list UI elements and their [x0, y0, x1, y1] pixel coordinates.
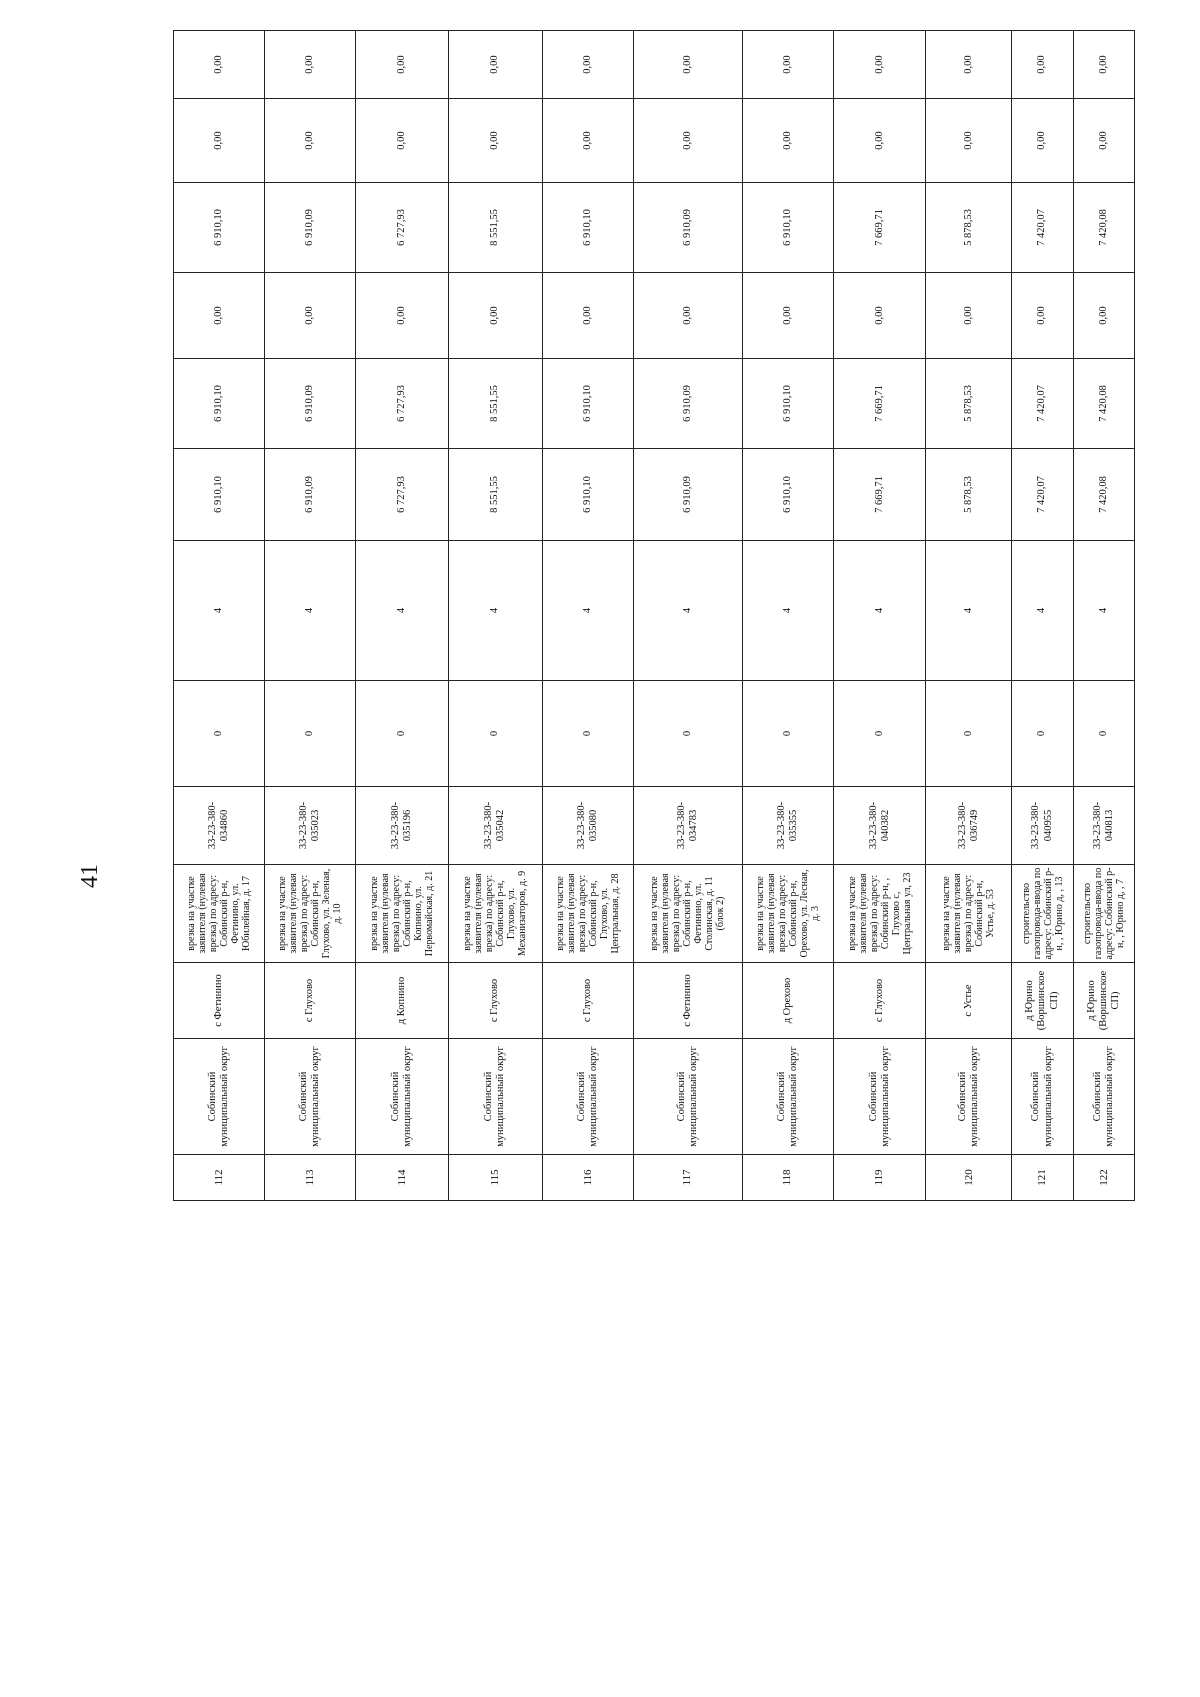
amount-col-3: 0,00: [449, 273, 543, 359]
amount-col-3: 0,00: [742, 273, 833, 359]
amount-col-5: 0,00: [926, 99, 1012, 183]
value-col-2: 4: [355, 541, 449, 681]
amount-col-2: 6 910,10: [742, 359, 833, 449]
amount-col-2: 5 878,53: [926, 359, 1012, 449]
description-cell: врезка на участке заявителя (нулевая врезка) по адресу: Собинский р-н, Глухово, ул. Центральная, д. 28: [542, 865, 633, 963]
amount-col-4: 6 910,10: [542, 183, 633, 273]
value-col-1: 0: [833, 681, 925, 787]
table-row: [742, 31, 833, 1201]
page-number: 41: [77, 864, 103, 888]
amount-col-1: 6 910,10: [542, 449, 633, 541]
description-cell: врезка на участке заявителя (нулевая врезка) по адресу: Собинский р-н, Глухово, ул. Зеленая, д. 10: [265, 865, 355, 963]
district-cell: Собинский муниципальный округ: [1012, 1039, 1073, 1155]
amount-col-4: 7 420,07: [1012, 183, 1073, 273]
table-row: [542, 31, 633, 1201]
amount-col-6: 0,00: [449, 31, 543, 99]
amount-col-4: 6 727,93: [355, 183, 449, 273]
value-col-1: 0: [542, 681, 633, 787]
amount-col-4: 6 910,09: [634, 183, 743, 273]
amount-col-2: 6 727,93: [355, 359, 449, 449]
amount-col-6: 0,00: [1012, 31, 1073, 99]
amount-col-5: 0,00: [174, 99, 265, 183]
value-col-2: 4: [449, 541, 543, 681]
value-col-1: 0: [449, 681, 543, 787]
table-row: [1012, 31, 1073, 1201]
amount-col-6: 0,00: [742, 31, 833, 99]
table-row: [1073, 31, 1134, 1201]
locality-cell: с Глухово: [449, 963, 543, 1039]
amount-col-6: 0,00: [1073, 31, 1134, 99]
locality-cell: д Юрино (Воршинское СП): [1073, 963, 1134, 1039]
locality-cell: с Устье: [926, 963, 1012, 1039]
description-cell: строительство газопровода-ввода по адресу: Собинский р-н, , Юрино д, , 7: [1073, 865, 1134, 963]
cadastral-number-cell: 33-23-380-035196: [355, 787, 449, 865]
amount-col-4: 8 551,55: [449, 183, 543, 273]
cadastral-number-cell: 33-23-380-036749: [926, 787, 1012, 865]
amount-col-5: 0,00: [742, 99, 833, 183]
amount-col-5: 0,00: [265, 99, 355, 183]
amount-col-2: 7 420,07: [1012, 359, 1073, 449]
locality-cell: с Глухово: [542, 963, 633, 1039]
amount-col-5: 0,00: [542, 99, 633, 183]
locality-cell: с Фетинино: [174, 963, 265, 1039]
locality-cell: с Глухово: [265, 963, 355, 1039]
data-table: [173, 30, 1135, 1201]
table-row: [265, 31, 355, 1201]
value-col-1: 0: [926, 681, 1012, 787]
amount-col-1: 6 727,93: [355, 449, 449, 541]
locality-cell: с Фетинино: [634, 963, 743, 1039]
amount-col-3: 0,00: [1073, 273, 1134, 359]
amount-col-2: 6 910,09: [634, 359, 743, 449]
amount-col-6: 0,00: [833, 31, 925, 99]
district-cell: Собинский муниципальный округ: [449, 1039, 543, 1155]
rotated-table-container: [173, 55, 1135, 1201]
amount-col-3: 0,00: [265, 273, 355, 359]
value-col-2: 4: [1073, 541, 1134, 681]
cadastral-number-cell: 33-23-380-034860: [174, 787, 265, 865]
locality-cell: д Юрино (Воршинское СП): [1012, 963, 1073, 1039]
amount-col-1: 7 420,08: [1073, 449, 1134, 541]
description-cell: врезка на участке заявителя (нулевая врезка) по адресу: Собинский р-н, , Глухово с, Центральная ул, 23: [833, 865, 925, 963]
value-col-1: 0: [634, 681, 743, 787]
amount-col-1: 5 878,53: [926, 449, 1012, 541]
amount-col-5: 0,00: [355, 99, 449, 183]
amount-col-4: 5 878,53: [926, 183, 1012, 273]
row-number: 113: [265, 1155, 355, 1201]
row-number: 120: [926, 1155, 1012, 1201]
amount-col-6: 0,00: [174, 31, 265, 99]
description-cell: врезка на участке заявителя (нулевая врезка) по адресу: Собинский р-н, Копнино, ул. Первомайская, д. 21: [355, 865, 449, 963]
amount-col-3: 0,00: [926, 273, 1012, 359]
table-row: [355, 31, 449, 1201]
value-col-1: 0: [1073, 681, 1134, 787]
district-cell: Собинский муниципальный округ: [634, 1039, 743, 1155]
amount-col-4: 6 910,09: [265, 183, 355, 273]
description-cell: врезка на участке заявителя (нулевая врезка) по адресу: Собинский р-н, Фетинино, ул. Столинская, д. 11 (блок 2): [634, 865, 743, 963]
amount-col-5: 0,00: [1073, 99, 1134, 183]
locality-cell: д Копнино: [355, 963, 449, 1039]
amount-col-3: 0,00: [634, 273, 743, 359]
value-col-2: 4: [174, 541, 265, 681]
amount-col-2: 6 910,09: [265, 359, 355, 449]
amount-col-4: 7 669,71: [833, 183, 925, 273]
amount-col-4: 6 910,10: [742, 183, 833, 273]
amount-col-3: 0,00: [833, 273, 925, 359]
amount-col-5: 0,00: [634, 99, 743, 183]
amount-col-3: 0,00: [355, 273, 449, 359]
amount-col-2: 8 551,55: [449, 359, 543, 449]
value-col-1: 0: [742, 681, 833, 787]
amount-col-6: 0,00: [265, 31, 355, 99]
amount-col-4: 7 420,08: [1073, 183, 1134, 273]
amount-col-5: 0,00: [833, 99, 925, 183]
value-col-2: 4: [833, 541, 925, 681]
amount-col-1: 6 910,09: [634, 449, 743, 541]
description-cell: врезка на участке заявителя (нулевая врезка) по адресу: Собинский р-н, Глухово, ул. Механизаторов, д. 9: [449, 865, 543, 963]
amount-col-2: 6 910,10: [174, 359, 265, 449]
locality-cell: с Глухово: [833, 963, 925, 1039]
cadastral-number-cell: 33-23-380-035080: [542, 787, 633, 865]
value-col-2: 4: [542, 541, 633, 681]
value-col-1: 0: [265, 681, 355, 787]
value-col-2: 4: [265, 541, 355, 681]
table-row: [926, 31, 1012, 1201]
amount-col-6: 0,00: [542, 31, 633, 99]
row-number: 122: [1073, 1155, 1134, 1201]
value-col-1: 0: [355, 681, 449, 787]
row-number: 117: [634, 1155, 743, 1201]
amount-col-6: 0,00: [634, 31, 743, 99]
row-number: 116: [542, 1155, 633, 1201]
cadastral-number-cell: 33-23-380-040813: [1073, 787, 1134, 865]
district-cell: Собинский муниципальный округ: [742, 1039, 833, 1155]
district-cell: Собинский муниципальный округ: [1073, 1039, 1134, 1155]
row-number: 118: [742, 1155, 833, 1201]
amount-col-6: 0,00: [355, 31, 449, 99]
district-cell: Собинский муниципальный округ: [355, 1039, 449, 1155]
row-number: 119: [833, 1155, 925, 1201]
district-cell: Собинский муниципальный округ: [174, 1039, 265, 1155]
amount-col-3: 0,00: [174, 273, 265, 359]
value-col-1: 0: [174, 681, 265, 787]
cadastral-number-cell: 33-23-380-034783: [634, 787, 743, 865]
description-cell: врезка на участке заявителя (нулевая врезка) по адресу: Собинский р-н, Орехово, ул. Лесная, д. 3: [742, 865, 833, 963]
amount-col-1: 6 910,10: [174, 449, 265, 541]
cadastral-number-cell: 33-23-380-040955: [1012, 787, 1073, 865]
table-row: [174, 31, 265, 1201]
district-cell: Собинский муниципальный округ: [265, 1039, 355, 1155]
district-cell: Собинский муниципальный округ: [926, 1039, 1012, 1155]
district-cell: Собинский муниципальный округ: [542, 1039, 633, 1155]
amount-col-2: 7 420,08: [1073, 359, 1134, 449]
description-cell: врезка на участке заявителя (нулевая врезка) по адресу: Собинский р-н, Устье, д. 53: [926, 865, 1012, 963]
amount-col-1: 7 669,71: [833, 449, 925, 541]
locality-cell: д Орехово: [742, 963, 833, 1039]
amount-col-5: 0,00: [449, 99, 543, 183]
value-col-2: 4: [742, 541, 833, 681]
cadastral-number-cell: 33-23-380-035042: [449, 787, 543, 865]
amount-col-6: 0,00: [926, 31, 1012, 99]
cadastral-number-cell: 33-23-380-035023: [265, 787, 355, 865]
cadastral-number-cell: 33-23-380-040382: [833, 787, 925, 865]
cadastral-number-cell: 33-23-380-035355: [742, 787, 833, 865]
amount-col-3: 0,00: [1012, 273, 1073, 359]
value-col-2: 4: [926, 541, 1012, 681]
row-number: 121: [1012, 1155, 1073, 1201]
district-cell: Собинский муниципальный округ: [833, 1039, 925, 1155]
table-row: [449, 31, 543, 1201]
value-col-2: 4: [634, 541, 743, 681]
amount-col-1: 8 551,55: [449, 449, 543, 541]
row-number: 115: [449, 1155, 543, 1201]
row-number: 114: [355, 1155, 449, 1201]
amount-col-1: 6 910,09: [265, 449, 355, 541]
description-cell: врезка на участке заявителя (нулевая врезка) по адресу: Собинский р-н, Фетинино, ул. Юбилейная, д. 17: [174, 865, 265, 963]
description-cell: строительство газопровода-ввода по адресу: Собинский р-н, , Юрино д, , 13: [1012, 865, 1073, 963]
table-row: [634, 31, 743, 1201]
amount-col-5: 0,00: [1012, 99, 1073, 183]
amount-col-2: 6 910,10: [542, 359, 633, 449]
amount-col-2: 7 669,71: [833, 359, 925, 449]
amount-col-3: 0,00: [542, 273, 633, 359]
value-col-2: 4: [1012, 541, 1073, 681]
value-col-1: 0: [1012, 681, 1073, 787]
amount-col-1: 7 420,07: [1012, 449, 1073, 541]
table-row: [833, 31, 925, 1201]
amount-col-4: 6 910,10: [174, 183, 265, 273]
amount-col-1: 6 910,10: [742, 449, 833, 541]
row-number: 112: [174, 1155, 265, 1201]
